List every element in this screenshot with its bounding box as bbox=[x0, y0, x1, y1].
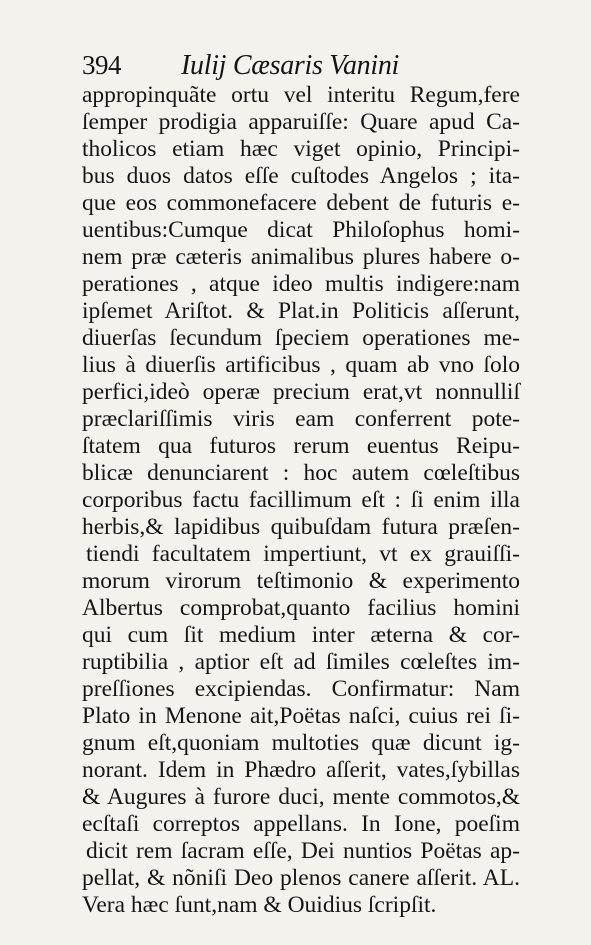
running-title: Iulij Cæsaris Vanini bbox=[181, 50, 400, 81]
text-line: uentibus:Cumque dicat Philoſophus homi- bbox=[82, 217, 520, 243]
text-line: morum virorum teſtimonio & experimento bbox=[82, 568, 520, 594]
text-line: ruptibilia , aptior eſt ad ſimiles cœleſtes im- bbox=[82, 649, 520, 675]
text-line: tholicos etiam hæc viget opinio, Principi- bbox=[82, 136, 520, 162]
text-line: appropinquãte ortu vel interitu Regum,fere bbox=[82, 82, 520, 108]
text-line: que eos commonefacere debent de futuris e- bbox=[82, 190, 520, 216]
text-line: ſemper prodigia apparuiſſe: Quare apud Ca- bbox=[82, 109, 520, 135]
text-line: dicit rem ſacram eſſe, Dei nuntios Poëtas ap- bbox=[86, 838, 520, 864]
text-line: nem præ cæteris animalibus plures habere o- bbox=[82, 244, 520, 270]
text-line: Plato in Menone ait,Poëtas naſci, cuius rei ſi- bbox=[82, 703, 520, 729]
text-line: diuerſas ſecundum ſpeciem operationes me- bbox=[82, 325, 520, 351]
text-line: pellat, & nõniſi Deo plenos canere aſſerit. AL. bbox=[82, 865, 520, 891]
text-line: ſtatem qua futuros rerum euentus Reipu- bbox=[82, 433, 520, 459]
text-line: lius à diuerſis artificibus , quam ab vno ſolo bbox=[82, 352, 520, 378]
text-line: blicæ denunciarent : hoc autem cœleſtibus bbox=[82, 460, 520, 486]
text-line: Albertus comprobat,quanto facilius homini bbox=[82, 595, 520, 621]
text-line: herbis,& lapidibus quibuſdam futura præſen- bbox=[82, 514, 520, 540]
text-line: ecſtaſi correptos appellans. In Ione, poeſim bbox=[82, 811, 520, 837]
text-line: perationes , atque ideo multis indigere:nam bbox=[82, 271, 520, 297]
text-line: bus duos datos eſſe cuſtodes Angelos ; ita- bbox=[82, 163, 520, 189]
running-head bbox=[82, 50, 522, 84]
text-line: norant. Idem in Phædro aſſerit, vates,ſybillas bbox=[82, 757, 520, 783]
text-line: perfici,ideò operæ precium erat,vt nonnulliſ bbox=[82, 379, 520, 405]
page-number: 394 bbox=[82, 50, 121, 80]
text-line: & Augures à furore duci, mente commotos,& bbox=[82, 784, 520, 810]
text-line: qui cum ſit medium inter æterna & cor- bbox=[82, 622, 520, 648]
text-line: tiendi facultatem impertiunt, vt ex grauiſſi- bbox=[86, 541, 520, 567]
text-line: corporibus factu facillimum eſt : ſi enim illa bbox=[82, 487, 520, 513]
text-line: ipſemet Ariſtot. & Plat.in Politicis aſſerunt, bbox=[82, 298, 520, 324]
body-text bbox=[82, 82, 520, 919]
text-line: gnum eſt,quoniam multoties quæ dicunt ig- bbox=[82, 730, 520, 756]
text-line: preſſiones excipiendas. Confirmatur: Nam bbox=[82, 676, 520, 702]
text-line: Vera hæc ſunt,nam & Ouidius ſcripſit. bbox=[82, 892, 437, 918]
text-line: præclariſſimis viris eam conferrent pote- bbox=[82, 406, 520, 432]
